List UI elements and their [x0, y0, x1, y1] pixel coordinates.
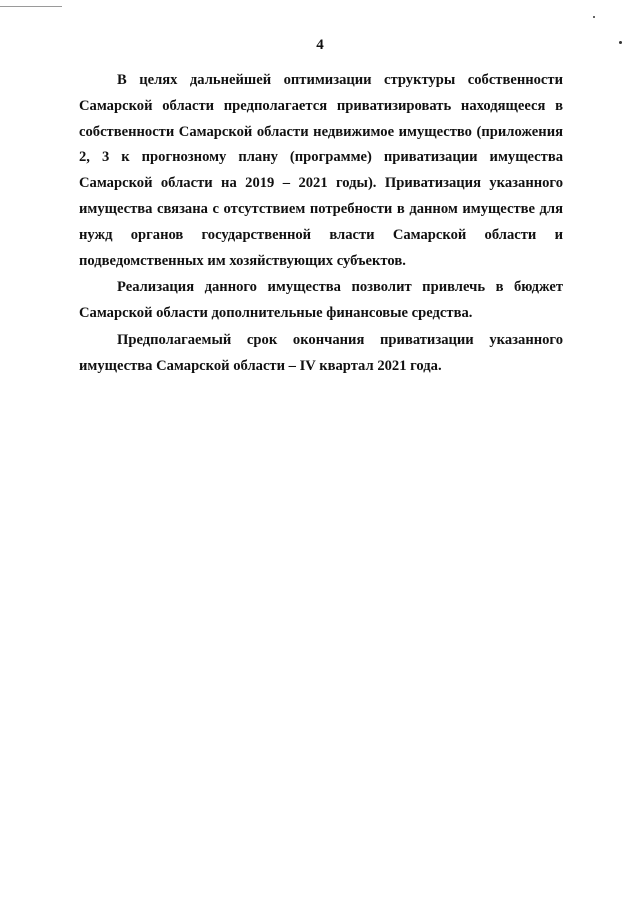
page-number: 4 — [316, 37, 324, 53]
paragraph-completion-date: Предполагаемый срок окончания приватизации указанного имущества Самарской области – IV квартал 2021 года. — [79, 331, 563, 374]
document-body — [79, 68, 563, 380]
scan-speck — [593, 16, 595, 18]
paragraph-budget-revenue: Реализация данного имущества позволит привлечь в бюджет Самарской области дополнительные финансовые средства. — [79, 279, 563, 322]
scan-edge-line — [0, 6, 62, 7]
paragraph-privatization-plan: В целях дальнейшей оптимизации структуры собственности Самарской области предполагается приватизировать находящееся в собственности Самарской области недвижимое имущество (приложения 2, 3 к прогнозному плану (программе) приватизации имущества Самарской области на 2019 – 2021 годы). Приватизация указанного имущества связана с отсутствием потребности в данном имуществе для нужд органов государственной власти Самарской области и подведомственных им хозяйствующих субъектов. — [79, 72, 563, 269]
